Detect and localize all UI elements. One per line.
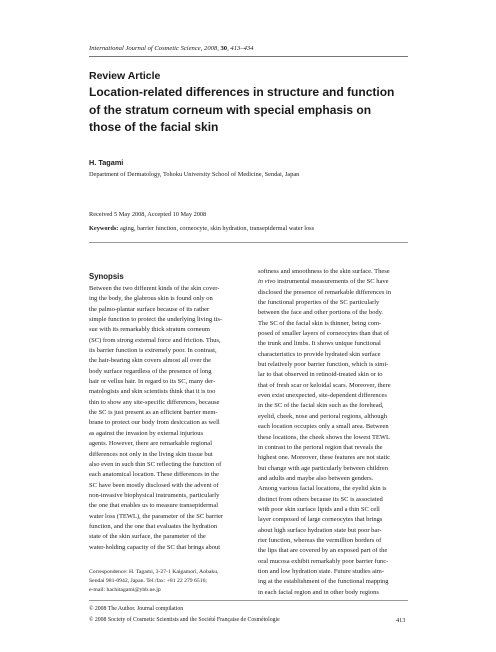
body-text-line: and adults and maybe also between genders. [258, 474, 374, 482]
journal-citation [89, 45, 253, 52]
body-text-line: The SC of the facial skin is thinner, being com- [258, 319, 382, 327]
body-text-line: the trunk and limbs. It shows unique functional [258, 340, 381, 348]
body-text-line: distinct from others because its SC is associated [258, 495, 383, 503]
title-line: Location-related differences in structure and function [89, 85, 395, 99]
body-text-line: about high surface hydration state but poor bar- [258, 526, 382, 534]
body-text-line: oral mucosa exhibit remarkably poor barrier func- [258, 557, 389, 565]
body-text-line: (SC) from strong external force and friction. Thus, [89, 336, 221, 344]
body-text-line: but change with age particularly between children [258, 464, 388, 472]
author-name: H. Tagami [89, 158, 124, 167]
body-text-line: but relatively poor barrier function, which is simi- [258, 361, 389, 369]
body-text-line: the lips that are covered by an exposed part of the [258, 547, 388, 555]
body-text-line: matologists and skin scientists think that it is too [89, 388, 216, 396]
body-text-line: highest one. Moreover, these features are not static [258, 454, 391, 462]
correspondence [89, 568, 219, 595]
body-text-line: these locations, the cheek shows the lowest TEWL [258, 433, 391, 441]
journal-name: International Journal of Cosmetic Science [89, 45, 201, 52]
body-text-line: Between the two different kinds of the skin cover- [89, 285, 220, 292]
article-title [89, 84, 419, 137]
correspondence-line: e-mail: hachitagami@ybb.ne.jp [89, 587, 161, 593]
body-text-line: each anatomical location. These differences in the [89, 471, 219, 479]
body-text-line: the functional properties of the SC particularly [258, 299, 380, 307]
body-text-line: SC have been mostly disclosed with the advent of [89, 481, 219, 489]
body-text-line: state of the skin surface, the parameter of the [89, 533, 206, 541]
body-text-line: rier function, whereas the vermillion borders of [258, 536, 382, 544]
body-text-line: brane to protect our body from desiccation as well [89, 419, 220, 427]
author-affiliation: Department of Dermatology, Tohoku University School of Medicine, Sendai, Japan [89, 171, 300, 178]
body-text-line: sue with its remarkably thick stratum corneum [89, 326, 210, 334]
article-type: Review Article [89, 70, 161, 82]
body-text-line: simple function to protect the underlying living tis- [89, 316, 223, 324]
body-text-line: that of fresh scar or keloidal scars. Moreover, there [258, 381, 391, 389]
body-text-line: as against the invasion by external injurious [89, 429, 204, 437]
left-column [89, 284, 247, 553]
right-column [258, 267, 418, 598]
title-line: those of the facial skin [89, 120, 219, 134]
italic-term: in vivo [258, 278, 276, 286]
body-text-line: between the face and other portions of the body. [258, 309, 384, 317]
title-line: of the stratum corneum with special emphasis on [89, 102, 372, 117]
body-text-line: tion and low hydration state. Future studies aim- [258, 567, 385, 575]
body-text-line: the SC is just present as an efficient barrier mem- [89, 409, 218, 417]
copyright-society: © 2008 Society of Cosmetic Scientists and the Société Française de Cosmétologie [89, 617, 280, 623]
body-text-line: Among various facial locations, the eyelid skin is [258, 485, 387, 493]
body-text-line: in each facial region and in other body regions [258, 588, 379, 596]
keywords-label: Keywords: [89, 225, 119, 232]
body-text-line: softness and smoothness to the skin surface. These [258, 268, 390, 275]
body-text-line: disclosed the presence of remarkable differences in [258, 288, 392, 296]
copyright-author: © 2008 The Author. Journal compilation [89, 606, 184, 612]
body-text-line: ing at the establishment of the functional mapping [258, 578, 389, 586]
body-text-line: the hair-bearing skin covers almost all over the [89, 357, 212, 365]
header-rule [89, 56, 408, 57]
body-text-line: in contrast to the perioral region that reveals the [258, 443, 383, 451]
body-text-line: non-invasive biophysical instruments, particularly [89, 491, 220, 499]
section-rule [89, 242, 408, 243]
body-text-line: even exist unexpected, site-dependent differences [258, 392, 387, 400]
body-text-line: thin to show any site-specific differences, because [89, 398, 220, 406]
body-text-line: function, and the one that evaluates the hydration [89, 522, 218, 530]
journal-volume: 30 [220, 45, 228, 52]
body-text-line: hair or vellus hair. In regard to its SC, many der- [89, 378, 216, 386]
body-text-line: in vivo instrumental measurements of the SC have [258, 278, 389, 286]
correspondence-line: Correspondence: H. Tagami, 3-27-1 Kaigamori, Aobaku, [89, 569, 219, 575]
body-text-line: posed of smaller layers of corneocytes than that of [258, 330, 390, 338]
journal-pages: , 413–434 [227, 45, 254, 52]
correspondence-line: Sendai 981-0942, Japan. Tel./fax: +81 22 279 6516; [89, 578, 208, 584]
body-text-line: the palmo-plantar surface because of its rather [89, 305, 210, 313]
body-text-line: lar to that observed in retinoid-treated skin or to [258, 371, 383, 379]
body-text-line: with poor skin surface lipids and a thin SC cell [258, 505, 380, 513]
body-text-line: body surface regardless of the presence of long [89, 367, 212, 375]
page-number: 413 [396, 617, 406, 624]
journal-year: , 2008, [200, 45, 221, 52]
keywords-list: aging, barrier function, corneocyte, skin hydration, transepidermal water loss [119, 225, 315, 232]
body-text-line: the one that enables us to measure transepidermal [89, 502, 219, 510]
body-text-line: water loss (TEWL), the parameter of the SC barrier [89, 512, 224, 520]
keywords [89, 225, 314, 232]
body-text-line: in the SC of the facial skin such as the forehead, [258, 402, 384, 410]
footer-rule [89, 600, 408, 601]
body-text-line: characteristics to provide hydrated skin surface [258, 350, 381, 358]
body-text-line: each location occupies only a small area. Between [258, 423, 389, 431]
body-text-line: water-holding capacity of the SC that brings about [89, 543, 221, 551]
body-text-line: also even in such thin SC reflecting the function of [89, 460, 222, 468]
body-text-line: its barrier function is extremely poor. In contrast, [89, 347, 217, 355]
body-text-line: agents. However, there are remarkable regional [89, 440, 212, 448]
body-text-line: layer composed of large corneocytes that brings [258, 516, 383, 524]
body-text-line: differences not only in the living skin tissue but [89, 450, 213, 458]
synopsis-heading: Synopsis [89, 272, 124, 281]
received-dates: Received 5 May 2008, Accepted 10 May 2008 [89, 211, 207, 218]
body-text-line: ing the body, the glabrous skin is found only on [89, 295, 213, 303]
body-text-line: eyelid, cheek, nose and perioral regions, although [258, 412, 388, 420]
